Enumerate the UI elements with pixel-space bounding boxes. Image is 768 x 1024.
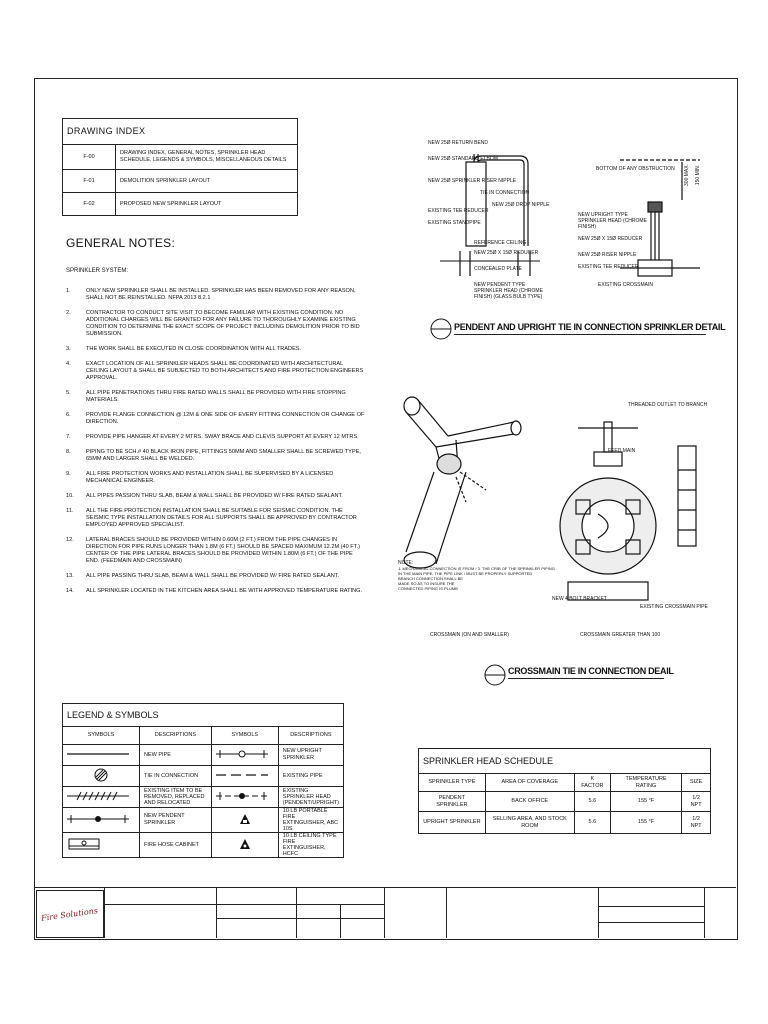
schedule-cell: 155 °F (610, 812, 681, 834)
company-logo: Fire Solutions (36, 890, 104, 938)
legend-header: SYMBOLS (63, 727, 140, 745)
crossmain-label: EXISTING CROSSMAIN PIPE (640, 604, 708, 610)
crossmain-label: NEW 4 BOLT BRACKET (552, 596, 607, 602)
existing-pipe-symbol (211, 766, 278, 787)
note-item: 3. THE WORK SHALL BE EXECUTED IN CLOSE COORDINATION WITH ALL TRADES. (66, 346, 302, 352)
schedule-header: SIZE (682, 774, 711, 792)
note-item: 6. PROVIDE FLANGE CONNECTION @ 12M & ONE SIDE OF EVERY FITTING CONNECTION OR CHANGE OF DIRECTION. (66, 412, 365, 425)
schedule-cell: 1/2 NPT (682, 792, 711, 812)
schedule-cell: SELLING AREA, AND STOCK ROOM (485, 812, 574, 834)
legend-title: LEGEND & SYMBOLS (63, 704, 344, 727)
note-item: 2. CONTRACTOR TO CONDUCT SITE VISIT TO BECOME FAMILIAR WITH EXISTING CONDITION. NO ADDITIONAL CHARGES WILL BE GRANTED FOR ANY FAILURE TO THOROUGHLY EXAMINE EXISTING CONDITION TO DETERMINE THE EXACT SCOPE OF PROJECT INCLUDING DEMOLITION PRIOR TO BID SUBMISSION. (66, 310, 360, 337)
note-item: 10. ALL PIPES PASSION THRU SLAB, BEAM & WALL SHALL BE PROVIDED W/ FIRE RATED SEALANT. (66, 493, 343, 499)
ceiling-extinguisher-symbol (211, 833, 278, 858)
legend-desc: TIE IN CONNECTION (139, 766, 211, 787)
extinguisher-symbol (211, 808, 278, 833)
note-item: 1. ONLY NEW SPRINKLER SHALL BE INSTALLED. SPRINKLER HAS BEEN REMOVED FOR ANY REASON, SHALL NOT BE REINSTALLED. NFPA 2013 8.2.1 (66, 288, 356, 301)
detail-label: REFERENCE CEILING (474, 240, 527, 246)
general-notes-subtitle: SPRINKLER SYSTEM: (66, 268, 129, 274)
drawing-index-title: DRAWING INDEX (63, 119, 298, 145)
crossmain-sub-left: CROSSMAIN (ON AND SMALLER) (430, 632, 509, 638)
crossmain-detail-title: CROSSMAIN TIE IN CONNECTION DEAIL (508, 666, 674, 676)
note-item: 4. EXACT LOCATION OF ALL SPRINKLER HEADS SHALL BE COORDINATED WITH ARCHITECTURAL CEILING LAYOUT & SHALL BE SUBJECTED TO BOTH ARCHITECTS AND FIRE PROTECTION ENGINEERS APPROVAL. (66, 361, 364, 381)
index-code: F-00 (63, 145, 116, 170)
crossmain-label: THREADED OUTLET TO BRANCH (628, 402, 708, 408)
crossmain-note: 1. MECHANICAL CONNECTION IS FROM / 3. THE CRIB OF THE SPRINKLER PIPING (398, 566, 555, 571)
note-item: 13. ALL PIPE PASSING THRU SLAB, BEAM & WALL SHALL BE PROVIDED W/ FIRE RATED SEALANT. (66, 573, 340, 579)
legend-table (62, 703, 344, 858)
crossmain-note: IN THE MAIN PIPE, THE PIPE LINK / MUST BE PROPERLY SUPPORTED (398, 571, 533, 576)
legend-desc: EXISTING ITEM TO BE REMOVED, REPLACED AND RELOCATED (139, 787, 211, 808)
legend-desc: 10 LB PORTABLE FIRE EXTINGUISHER, ABC 10S (278, 808, 343, 833)
schedule-header: SPRINKLER TYPE (419, 774, 486, 792)
schedule-cell: 155 °F (610, 792, 681, 812)
schedule-cell: PENDENT SPRINKLER (419, 792, 486, 812)
detail-label: EXISTING CROSSMAIN (598, 282, 654, 288)
detail-label: EXISTING STANDPIPE (428, 220, 481, 226)
upright-sprinkler-symbol (211, 745, 278, 766)
pendent-detail-title: PENDENT AND UPRIGHT TIE IN CONNECTION SPRINKLER DETAIL (454, 322, 726, 332)
index-desc: DEMOLITION SPRINKLER LAYOUT (116, 170, 298, 193)
existing-head-symbol (211, 787, 278, 808)
drawing-index-table (62, 118, 298, 216)
schedule-title: SPRINKLER HEAD SCHEDULE (419, 749, 711, 774)
detail-label: NEW 25Ø RETURN BEND (428, 140, 489, 146)
crossmain-side-drawing (672, 440, 702, 560)
note-item: 14. ALL SPRINKLER LOCATED IN THE KITCHEN AREA SHALL BE WITH APPROVED TEMPERATURE RATING. (66, 588, 363, 594)
legend-desc: FIRE HOSE CABINET (139, 833, 211, 858)
detail-label: NEW 25Ø DROP NIPPLE (492, 202, 550, 208)
schedule-cell: 5.6 (574, 792, 610, 812)
legend-desc: NEW PIPE (139, 745, 211, 766)
legend-desc: NEW PENDENT SPRINKLER (139, 808, 211, 833)
crossmain-section-drawing (548, 396, 658, 616)
index-desc: DRAWING INDEX, GENERAL NOTES, SPRINKLER HEAD SCHEDULE, LEGENDS & SYMBOLS, MISCELLANEOUS DETAILS (116, 145, 298, 170)
detail-label: EXISTING TEE REDUCER (428, 208, 489, 214)
crossmain-sub-right: CROSSMAIN GREATER THAN 100 (580, 632, 661, 638)
detail-label: NEW 25Ø X 15Ø REDUCER (474, 250, 539, 256)
detail-marker-icon (484, 664, 506, 686)
detail-label: NEW 25Ø STANDARD ELBOW (428, 156, 499, 162)
index-code: F-01 (63, 170, 116, 193)
schedule-cell: 5.6 (574, 812, 610, 834)
note-item: 8. PIPING TO BE SCH.# 40 BLACK IRON PIPE, FITTINGS 50MM AND SMALLER SHALL BE SCREWED TYPE, 65MM AND LARGER SHALL BE WELDED. (66, 449, 361, 462)
crossmain-note: BRANCH CONNECTION SHALL BE (398, 576, 463, 581)
detail-label: 150 MIN. (695, 164, 702, 186)
pendent-sprinkler-symbol (63, 808, 140, 833)
crossmain-note: MADE SO AS TO INSURE THE (398, 581, 455, 586)
legend-desc: 10 LB CEILING TYPE FIRE EXTINGUISHER, HCFC (278, 833, 343, 858)
detail-label: TIE IN CONNECTION (480, 190, 530, 196)
schedule-header: TEMPERATURE RATING (610, 774, 681, 792)
hose-cabinet-symbol (63, 833, 140, 858)
detail-label: BOTTOM OF ANY OBSTRUCTION (596, 166, 675, 172)
note-item: 5. ALL PIPE PENETRATIONS THRU FIRE RATED WALLS SHALL BE PROVIDED WITH FIRE STOPPING MATERIALS. (66, 390, 346, 403)
detail-label: 300 MAX. (683, 164, 690, 186)
detail-marker-icon (430, 318, 452, 340)
detail-label: NEW UPRIGHT TYPE SPRINKLER HEAD (CHROME FINISH) (578, 212, 647, 230)
general-notes-list (66, 288, 366, 603)
detail-label: NEW 25Ø RISER NIPPLE (578, 252, 637, 258)
detail-label: NEW 25Ø X 15Ø REDUCER (578, 236, 643, 242)
schedule-header: AREA OF COVERAGE (485, 774, 574, 792)
index-code: F-02 (63, 193, 116, 216)
new-pipe-symbol (63, 745, 140, 766)
detail-label: NEW 25Ø SPRINKLER RISER NIPPLE (428, 178, 517, 184)
legend-header: DESCRIPTIONS (278, 727, 343, 745)
legend-desc: EXISTING SPRINKLER HEAD (PENDENT/UPRIGHT) (278, 787, 343, 808)
note-item: 11. ALL THE FIRE PROTECTION INSTALLATION SHALL BE SUITABLE FOR SEISMIC CONDITION. THE SEISMIC TYPE INSTALLATION DETAILS FOR ALL SUPPORTS SHALL BE APPROVED BY CONTRACTOR EMPLOYED APPROVED SPECIALIST. (66, 508, 357, 528)
schedule-cell: UPRIGHT SPRINKLER (419, 812, 486, 834)
detail-label: CONCEALED PLATE (474, 266, 522, 272)
legend-header: SYMBOLS (211, 727, 278, 745)
detail-label: NEW PENDENT TYPE SPRINKLER HEAD (CHROME FINISH) (GLASS BULB TYPE) (474, 282, 543, 300)
general-notes-title: GENERAL NOTES: (66, 236, 176, 250)
note-item: 9. ALL FIRE PROTECTION WORKS AND INSTALLATION SHALL BE SUPERVISED BY A LICENSED MECHANICAL ENGINEER. (66, 471, 334, 484)
legend-header: DESCRIPTIONS (139, 727, 211, 745)
sprinkler-schedule-table (418, 748, 711, 834)
note-item: 7. PROVIDE PIPE HANGER AT EVERY 2 MTRS. SWAY BRACE AND CLEVIS SUPPORT AT EVERY 12 MTRS. (66, 434, 359, 440)
crossmain-note: NOTE: (398, 560, 414, 566)
schedule-cell: BACK OFFICE (485, 792, 574, 812)
schedule-header: K FACTOR (574, 774, 610, 792)
index-desc: PROPOSED NEW SPRINKLER LAYOUT (116, 193, 298, 216)
crossmain-note: CONNECTED PIPING IS PLUMB (398, 586, 458, 591)
detail-label: EXISTING TEE REDUCER (578, 264, 639, 270)
tie-in-symbol (63, 766, 140, 787)
legend-desc: EXISTING PIPE (278, 766, 343, 787)
note-item: 12. LATERAL BRACES SHOULD BE PROVIDED WITHIN 0.60M (2 FT.) FROM THE PIPE CHANGES IN DIRECTION FOR PIPE RUNS LONGER THAN 1.8M (6 FT.) SHOULD BE SPACED MAXIMUM 12.2M (40 FT.) CENTER OF THE PIPE LATERAL BRACES SHOULD BE PROVIDED WITHIN 1.80M (6 FT.) OF THE PIPE END. (FEEDMAIN AND CROSSMAIN) (66, 537, 360, 564)
removed-item-symbol (63, 787, 140, 808)
schedule-cell: 1/2 NPT (682, 812, 711, 834)
legend-desc: NEW UPRIGHT SPRINKLER (278, 745, 343, 766)
crossmain-label: FEED MAIN (608, 448, 636, 454)
